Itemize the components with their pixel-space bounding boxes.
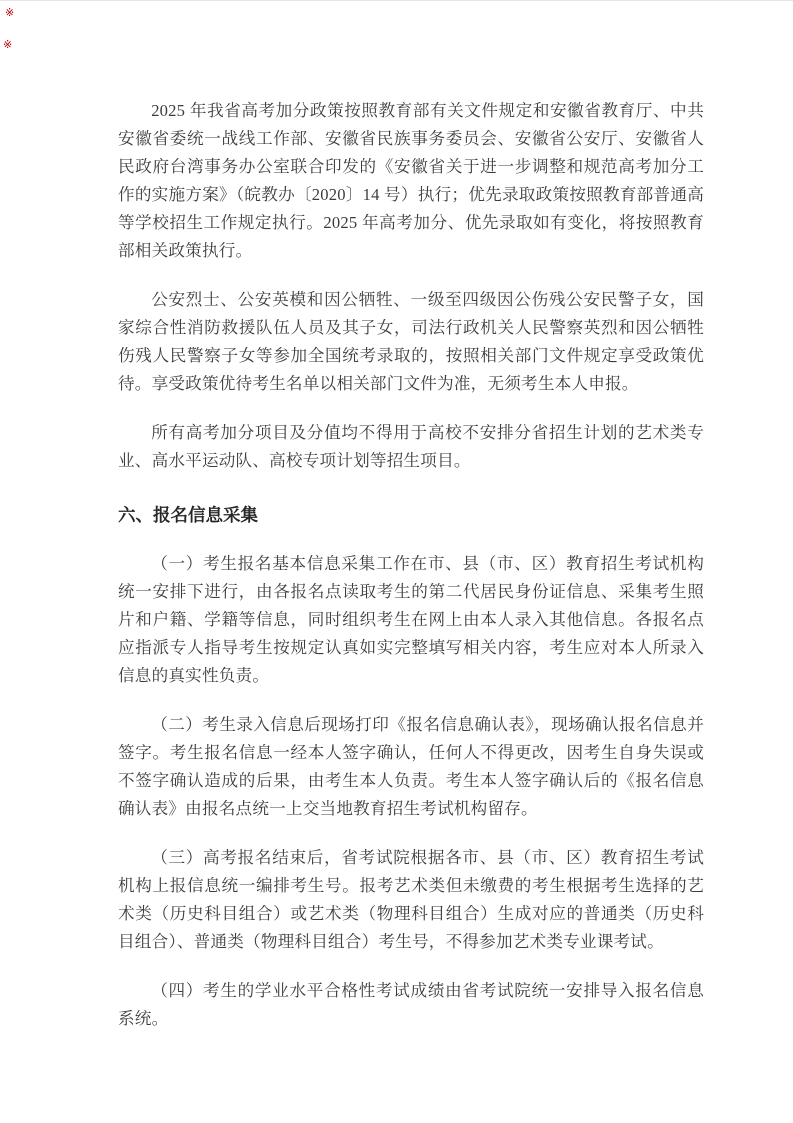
paragraph-item-1-basic-info: （一）考生报名基本信息采集工作在市、县（市、区）教育招生考试机构统一安排下进行，由各报名点读取考生的第二代居民身份证信息、采集考生照片和户籍、学籍等信息，同时组织考生在网上由本人录入其他信息。各报名点应指派专人指导考生按规定认真如实完整填写相关内容，考生应对本人所录入信息的真实性负责。: [118, 554, 704, 685]
paragraph-item-2-confirmation-form: （二）考生录入信息后现场打印《报名信息确认表》，现场确认报名信息并签字。考生报名信息一经本人签字确认，任何人不得更改，因考生自身失误或不签字确认造成的后果，由考生本人负责。考生本人签字确认后的《报名信息确认表》由报名点统一上交当地教育招生考试机构留存。: [118, 715, 704, 818]
paragraph-item-4-exam-scores: （四）考生的学业水平合格性考试成绩由省考试院统一安排导入报名信息系统。: [118, 981, 704, 1028]
red-margin-mark-icon: ※: [5, 6, 15, 19]
document-body: [118, 97, 704, 1054]
red-margin-mark-icon: ※: [3, 38, 13, 51]
section-heading-info-collection: 六、报名信息采集: [118, 505, 258, 525]
paragraph-bonus-restrictions: 所有高考加分项目及分值均不得用于高校不安排分省招生计划的艺术类专业、高水平运动队、高校专项计划等招生项目。: [118, 423, 704, 470]
paragraph-item-3-candidate-number: （三）高考报名结束后，省考试院根据各市、县（市、区）教育招生考试机构上报信息统一编排考生号。报考艺术类但未缴费的考生根据考生选择的艺术类（历史科目组合）或艺术类（物理科目组合）生成对应的普通类（历史科目组合）、普通类（物理科目组合）考生号，不得参加艺术类专业课考试。: [118, 848, 704, 951]
paragraph-police-preference: 公安烈士、公安英模和因公牺牲、一级至四级因公伤残公安民警子女，国家综合性消防救援队伍人员及其子女，司法行政机关人民警察英烈和因公牺牲伤残人民警察子女等参加全国统考录取的，按照相关部门文件规定享受政策优待。享受政策优待考生名单以相关部门文件为准，无须考生本人申报。: [118, 290, 704, 393]
paragraph-bonus-policy: 2025 年我省高考加分政策按照教育部有关文件规定和安徽省教育厅、中共安徽省委统一战线工作部、安徽省民族事务委员会、安徽省公安厅、安徽省人民政府台湾事务办公室联合印发的《安徽省关于进一步调整和规范高考加分工作的实施方案》（皖教办〔2020〕14 号）执行；优先录取政策按照教育部普通高等学校招生工作规定执行。2025 年高考加分、优先录取如有变化，将按照教育部相关政策执行。: [118, 101, 704, 260]
